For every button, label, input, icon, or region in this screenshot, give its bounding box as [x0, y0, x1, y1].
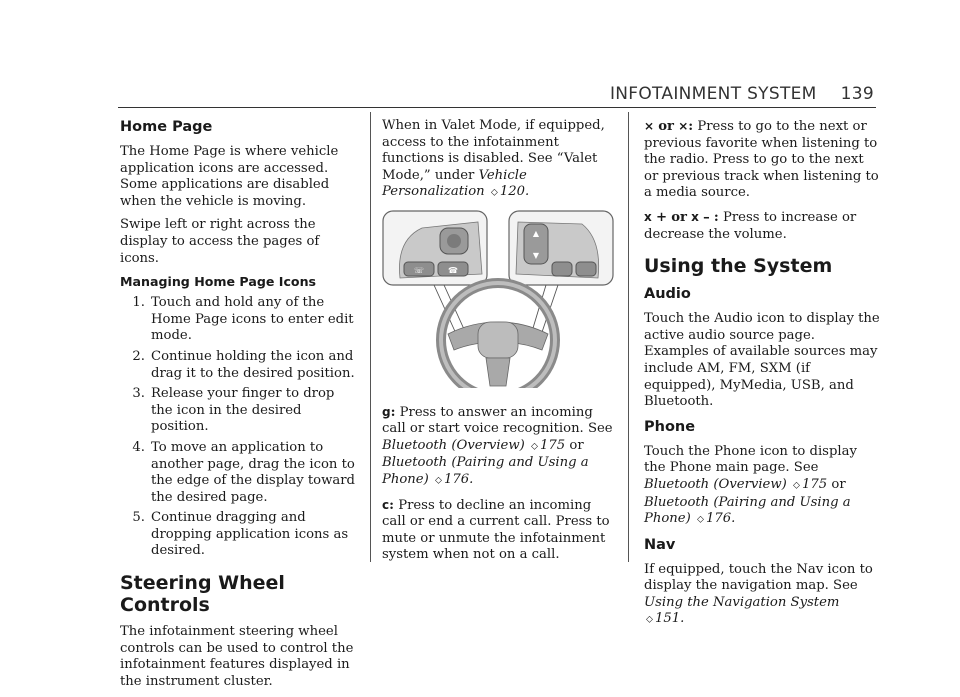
step-number: 1.: [132, 295, 145, 311]
label-separator: :: [713, 209, 719, 225]
xref-link[interactable]: Using the Navigation System: [644, 594, 840, 610]
step-number: 5.: [132, 510, 145, 526]
xref-link[interactable]: Bluetooth (Pairing and Using a Phone): [382, 455, 589, 487]
running-header: [610, 84, 874, 104]
xref-link[interactable]: Bluetooth (Overview): [382, 437, 525, 453]
answer-text: Press to answer an incoming call or start voice recognition. See: [382, 404, 613, 437]
step-text: Continue dragging and dropping application icons as desired.: [151, 510, 349, 559]
step-number: 3.: [132, 386, 145, 402]
list-item: [120, 510, 360, 560]
svg-text:☏: ☏: [413, 265, 425, 275]
label-separator: :: [688, 119, 694, 134]
audio-text: Touch the Audio icon to display the active audio source page. Examples of available sources may include AM, FM, SXM (if equipped), MyMedia, USB, and Bluetooth.: [644, 311, 880, 410]
step-text: To move an application to another page, drag the icon to the edge of the display toward the desired page.: [151, 439, 356, 505]
list-item: [120, 349, 360, 382]
volume-down-icon: x: [691, 209, 699, 224]
valet-text: When in Valet Mode, if equipped, access to the infotainment functions is disabled. See “Valet Mode,” under: [382, 118, 605, 183]
phone-decline-icon: c: [382, 497, 390, 512]
or-text: or: [671, 209, 687, 225]
nav-body: If equipped, touch the Nav icon to display the navigation map. See: [644, 561, 873, 594]
or-text: or: [569, 437, 584, 453]
next-favorite-icon: ⨯: [644, 119, 655, 133]
or-text: or: [658, 119, 675, 134]
steering-controls-intro: The infotainment steering wheel controls can be used to control the infotainment features displayed in the instrument cluster.: [120, 624, 354, 689]
xref-page[interactable]: 120.: [499, 184, 530, 200]
steps-list: [120, 295, 360, 560]
using-system-heading: Using the System: [644, 255, 833, 278]
xref-link[interactable]: Vehicle Personalization: [382, 167, 527, 200]
list-item: [120, 440, 360, 506]
xref-page[interactable]: 175: [802, 476, 828, 492]
step-text: Touch and hold any of the Home Page icons to enter edit mode.: [151, 295, 354, 344]
or-text: or: [831, 476, 846, 492]
decline-text: Press to decline an incoming call or end a current call. Press to mute or unmute the infotainment system when not on a call.: [382, 497, 610, 563]
step-text: Continue holding the icon and drag it to the desired position.: [151, 348, 355, 381]
right-control-inset: [509, 211, 613, 285]
phone-heading: Phone: [644, 418, 696, 435]
xref-link[interactable]: Bluetooth (Pairing and Using a Phone): [644, 494, 851, 527]
label-separator: :: [389, 497, 394, 513]
column-divider: [628, 112, 629, 562]
volume-description: [644, 209, 882, 243]
column-3: [644, 118, 882, 636]
valet-mode-text: [382, 118, 614, 202]
column-divider: [370, 112, 371, 562]
page-arrow-icon: ⬦: [696, 514, 704, 526]
phone-text: [644, 444, 882, 529]
list-item: [120, 295, 360, 345]
column-2: [382, 118, 614, 571]
svg-text:☎: ☎: [448, 265, 458, 275]
column-1: [120, 118, 360, 697]
steering-wheel-figure: [382, 210, 614, 394]
answer-call-description: [382, 404, 614, 490]
home-page-swipe: Swipe left or right across the display to access the pages of icons.: [120, 217, 320, 266]
page-arrow-icon: ⬦: [490, 187, 498, 199]
page-arrow-icon: ⬦: [531, 440, 538, 452]
favorite-description: [644, 118, 882, 202]
svg-text:▲: ▲: [532, 228, 540, 238]
left-control-inset: [383, 211, 487, 285]
audio-heading: Audio: [644, 286, 691, 303]
phone-body: Touch the Phone icon to display the Phone main page. See: [644, 443, 857, 476]
page-arrow-icon: ⬦: [646, 614, 653, 626]
home-page-heading: Home Page: [120, 119, 213, 135]
minus-sign: –: [703, 209, 710, 225]
page-arrow-icon: ⬦: [434, 474, 442, 486]
volume-text: Press to increase or decrease the volume.: [644, 209, 857, 242]
steering-controls-heading: Steering Wheel Controls: [120, 572, 285, 617]
steering-wheel-illustration: [382, 210, 614, 388]
volume-up-icon: x: [644, 209, 652, 224]
step-number: 4.: [132, 439, 145, 455]
managing-icons-heading: Managing Home Page Icons: [120, 274, 317, 290]
xref-link[interactable]: Bluetooth (Overview): [644, 476, 787, 492]
decline-call-description: [382, 497, 614, 564]
section-title: INFOTAINMENT SYSTEM: [609, 84, 817, 104]
step-number: 2.: [132, 348, 145, 364]
previous-favorite-icon: ⨯: [678, 119, 689, 133]
favorite-text: Press to go to the next or previous favorite when listening to the radio. Press to go to the next or previous track when listening to a media source.: [644, 119, 879, 201]
steering-wheel: [441, 283, 555, 388]
xref-page[interactable]: 176.: [705, 511, 736, 527]
nav-heading: Nav: [644, 536, 676, 553]
page-arrow-icon: ⬦: [793, 479, 800, 491]
nav-text: [644, 562, 882, 629]
plus-sign: +: [655, 209, 668, 225]
svg-text:▼: ▼: [532, 250, 540, 260]
step-text: Release your finger to drop the icon in the desired position.: [151, 386, 335, 435]
xref-page[interactable]: 175: [540, 437, 566, 453]
header-rule: [118, 107, 876, 108]
page-number: 139: [840, 84, 874, 104]
list-item: [120, 386, 360, 436]
xref-page[interactable]: 176.: [443, 471, 474, 487]
phone-answer-icon: g: [382, 404, 391, 419]
xref-page[interactable]: 151.: [655, 611, 685, 627]
home-page-intro: The Home Page is where vehicle application icons are accessed. Some applications are disabled when the vehicle is moving.: [120, 144, 339, 209]
label-separator: :: [390, 404, 396, 420]
